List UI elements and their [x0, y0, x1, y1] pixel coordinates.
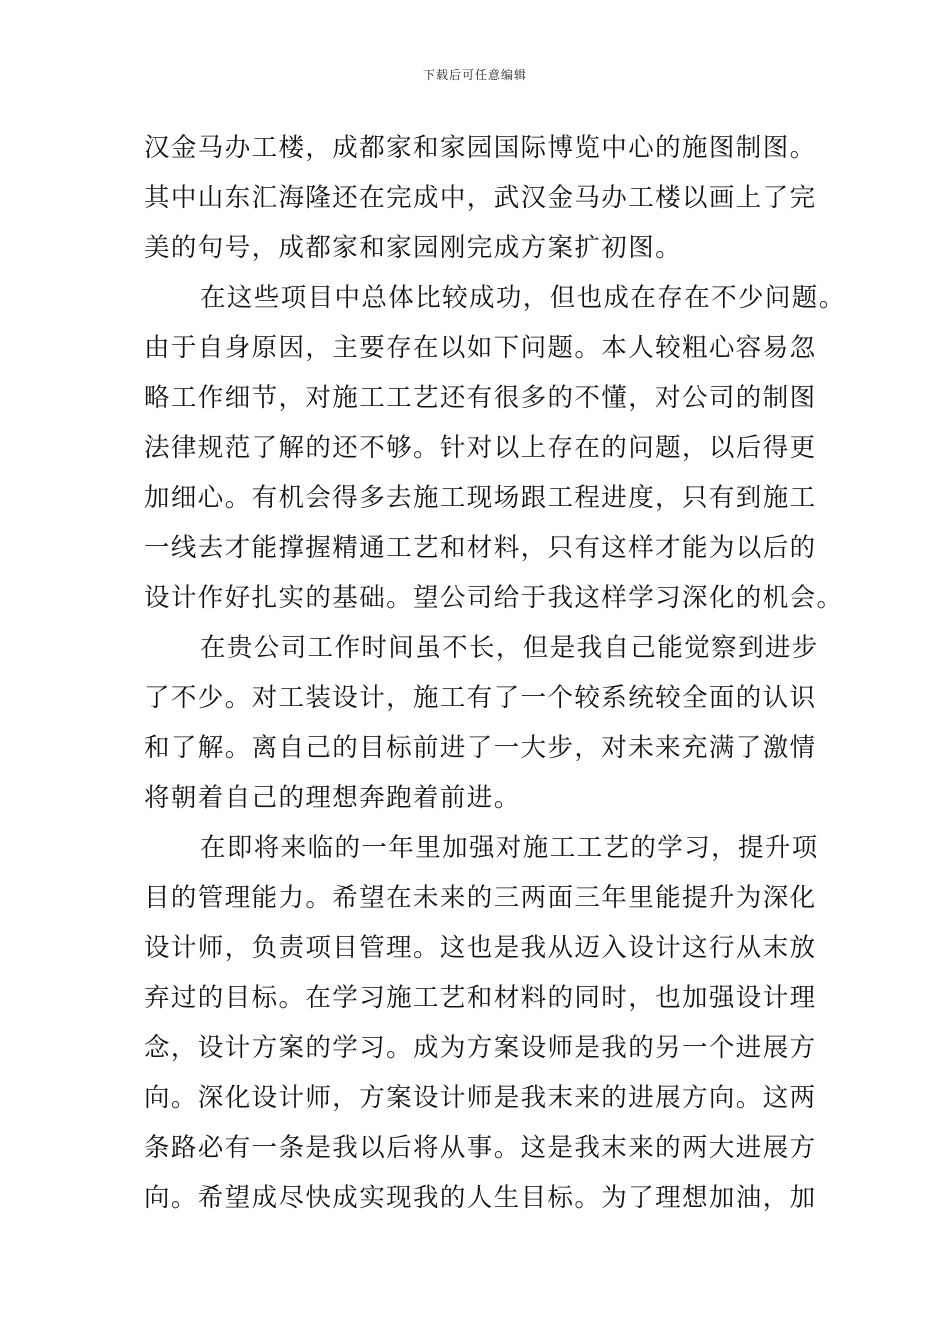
text-line: 设计作好扎实的基础。望公司给于我这样学习深化的机会。 — [144, 583, 844, 613]
text-line: 加细心。有机会得多去施工现场跟工程进度，只有到施工 — [144, 483, 817, 513]
text-line: 美的句号，成都家和家园刚完成方案扩初图。 — [144, 233, 683, 263]
text-line: 由于自身原因，主要存在以如下问题。本人较粗心容易忽 — [144, 333, 817, 363]
page-header: 下载后可任意编辑 — [422, 68, 527, 82]
text-line: 了不少。对工装设计，施工有了一个较系统较全面的认识 — [144, 683, 817, 713]
text-line: 略工作细节，对施工工艺还有很多的不懂，对公司的制图 — [144, 383, 817, 413]
text-line: 向。希望成尽快成实现我的人生目标。为了理想加油，加 — [144, 1183, 817, 1213]
text-line: 汉金马办工楼，成都家和家园国际博览中心的施图制图。 — [144, 133, 817, 163]
text-line: 和了解。离自己的目标前进了一大步，对未来充满了激情 — [144, 733, 817, 763]
text-line: 条路必有一条是我以后将从事。这是我末来的两大进展方 — [144, 1133, 817, 1163]
text-line: 一线去才能撑握精通工艺和材料，只有这样才能为以后的 — [144, 533, 817, 563]
text-line: 弃过的目标。在学习施工艺和材料的同时，也加强设计理 — [144, 983, 817, 1013]
text-line: 其中山东汇海隆还在完成中，武汉金马办工楼以画上了完 — [144, 183, 817, 213]
document-body — [144, 126, 846, 1226]
text-line: 念，设计方案的学习。成为方案设师是我的另一个进展方 — [144, 1033, 817, 1063]
paragraph-start-line: 在即将来临的一年里加强对施工工艺的学习，提升项 — [200, 833, 819, 863]
paragraph-start-line: 在贵公司工作时间虽不长，但是我自己能觉察到进步 — [200, 633, 819, 663]
text-line: 向。深化设计师，方案设计师是我末来的进展方向。这两 — [144, 1083, 817, 1113]
text-line: 法律规范了解的还不够。针对以上存在的问题，以后得更 — [144, 433, 817, 463]
text-line: 将朝着自己的理想奔跑着前进。 — [144, 783, 521, 813]
text-line: 目的管理能力。希望在未来的三两面三年里能提升为深化 — [144, 883, 817, 913]
text-line: 设计师，负责项目管理。这也是我从迈入设计这行从末放 — [144, 933, 817, 963]
paragraph-start-line: 在这些项目中总体比较成功，但也成在存在不少问题。 — [200, 283, 846, 313]
